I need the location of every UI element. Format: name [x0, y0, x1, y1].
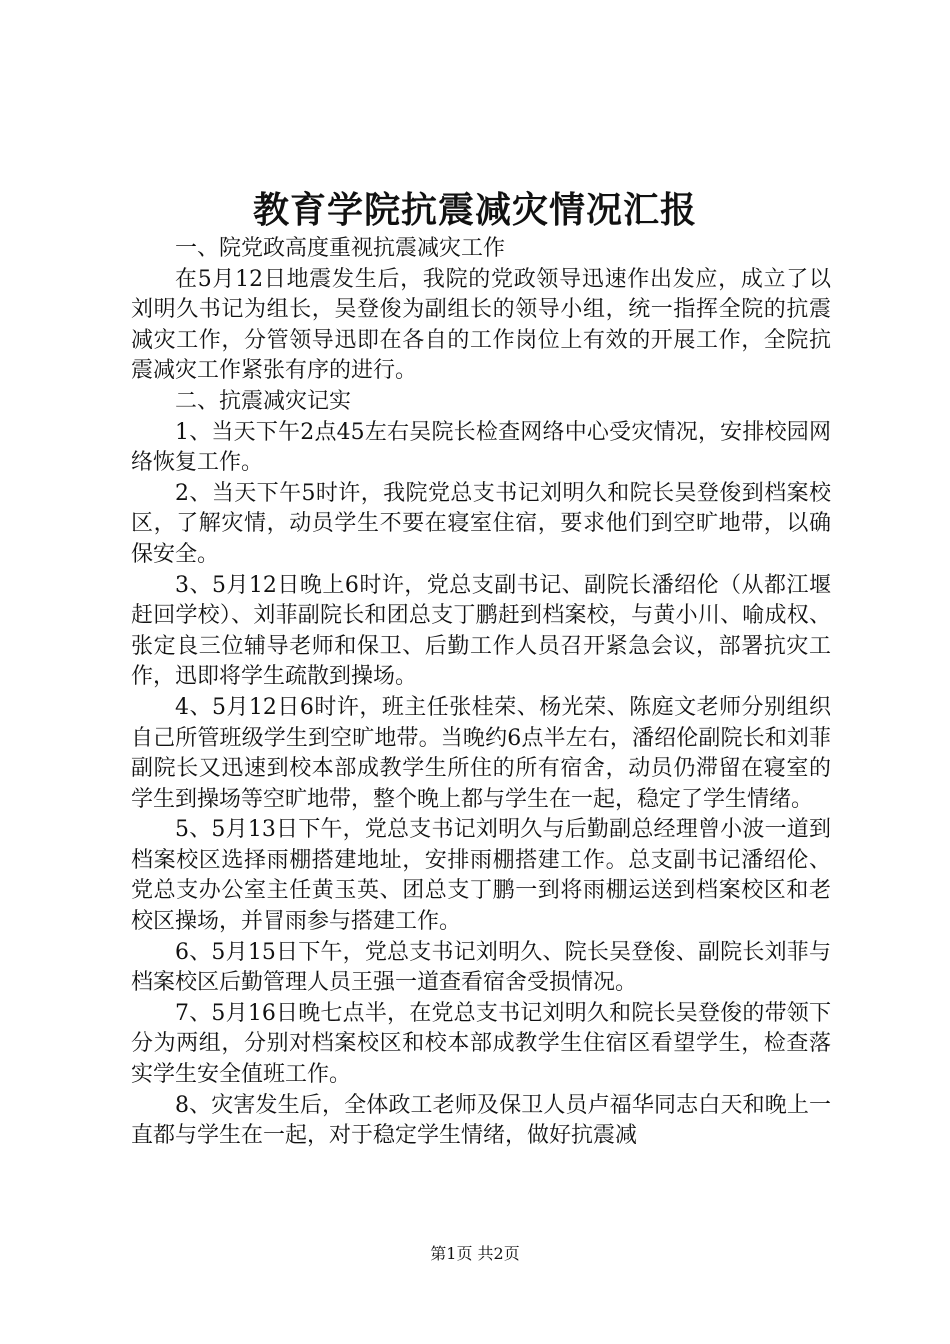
section-heading-1: 一、院党政高度重视抗震减灾工作 — [175, 236, 506, 261]
page-footer: 第1页 共2页 — [430, 1244, 520, 1263]
list-item: 5、5月13日下午，党总支书记刘明久与后勤副总经理曾小波一道到档案校区选择雨棚搭建地址，安排雨棚搭建工作。总支副书记潘绍伦、党总支办公室主任黄玉英、团总支丁鹏一到将雨棚运送到档案校区和老校区操场，并冒雨参与搭建工作。 — [131, 817, 831, 935]
list-item: 6、5月15日下午，党总支书记刘明久、院长吴登俊、副院长刘菲与档案校区后勤管理人员王强一道查看宿舍受损情况。 — [131, 939, 831, 996]
list-item: 8、灾害发生后，全体政工老师及保卫人员卢福华同志白天和晚上一直都与学生在一起，对于稳定学生情绪，做好抗震减 — [131, 1092, 831, 1149]
section-heading-2: 二、抗震减灾记实 — [175, 388, 352, 414]
list-item: 7、5月16日晚七点半，在党总支书记刘明久和院长吴登俊的带领下分为两组，分别对档案校区和校本部成教学生住宿区看望学生，检查落实学生安全值班工作。 — [131, 1000, 831, 1088]
document-title: 教育学院抗震减灾情况汇报 — [252, 189, 697, 231]
list-item: 2、当天下午5时许，我院党总支书记刘明久和院长吴登俊到档案校区，了解灾情，动员学生不要在寝室住宿，要求他们到空旷地带，以确保安全。 — [131, 480, 831, 567]
list-item: 4、5月12日6时许，班主任张桂荣、杨光荣、陈庭文老师分别组织自己所管班级学生到空旷地带。当晚约6点半左右，潘绍伦副院长和刘菲副院长又迅速到校本部成教学生所住的所有宿舍，动员仍滞留在寝室的学生到操场等空旷地带，整个晚上都与学生在一起，稳定了学生情绪。 — [131, 694, 831, 812]
list-item: 3、5月12日晚上6时许，党总支副书记、副院长潘绍伦（从都江堰赶回学校）、刘菲副院长和团总支丁鹏赶到档案校，与黄小川、喻成权、张定良三位辅导老师和保卫、后勤工作人员召开紧急会议，部署抗灾工作，迅即将学生疏散到操场。 — [131, 572, 831, 690]
paragraph: 在5月12日地震发生后，我院的党政领导迅速作出发应，成立了以刘明久书记为组长，吴登俊为副组长的领导小组，统一指挥全院的抗震减灾工作，分管领导迅即在各自的工作岗位上有效的开展工作，全院抗震减灾工作紧张有序的进行。 — [131, 266, 831, 384]
document-body — [131, 234, 831, 1152]
list-item: 1、当天下午2点45左右吴院长检查网络中心受灾情况，安排校园网络恢复工作。 — [131, 419, 831, 476]
